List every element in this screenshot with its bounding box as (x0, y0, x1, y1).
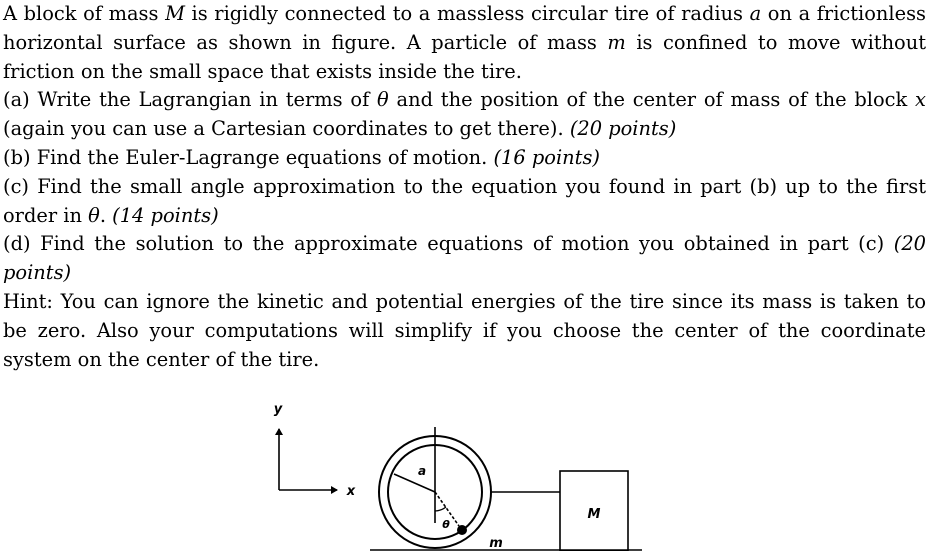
intro-text-1: A block of mass (3, 2, 166, 25)
part-b-text-1: (b) Find the Euler-Lagrange equations of motion. (3, 145, 494, 169)
physics-figure (250, 395, 670, 551)
radius-label: a (417, 464, 427, 478)
figure-diagram (250, 395, 670, 551)
part-a-text-3: (again you can use a Cartesian coordinates to get there). (3, 117, 570, 141)
axis-y-label: y (273, 402, 283, 417)
part-b (3, 144, 926, 173)
part-c (3, 173, 926, 231)
part-c-theta: θ (88, 203, 100, 227)
angle-label: θ (442, 518, 450, 531)
part-c-text-1: (c) Find the small angle approximation to the equation you found in part (b) up to the first order in (3, 174, 926, 227)
part-c-points: (14 points) (112, 203, 219, 227)
intro-mass-particle: m (607, 30, 626, 54)
axis-x-label: x (346, 484, 356, 499)
radius-line (394, 474, 435, 492)
part-a-theta: θ (377, 88, 389, 112)
part-a (3, 86, 926, 144)
part-d-text-1: (d) Find the solution to the approximate equations of motion you obtained in part (c) (3, 232, 894, 256)
particle (457, 525, 467, 535)
part-a-text-2: and the position of the center of mass of the block (388, 88, 916, 112)
problem-intro (3, 0, 926, 86)
part-a-points: (20 points) (569, 117, 677, 141)
intro-radius: a (749, 2, 762, 25)
part-a-x: x (915, 88, 926, 112)
intro-mass-block: M (165, 2, 185, 25)
part-d (3, 230, 926, 288)
intro-text-4: is confined to move without friction on the small space that exists inside the tire. (3, 30, 927, 83)
hint: Hint: You can ignore the kinetic and potential energies of the tire since its mass is taken to be zero. Also your computations will simplify if you choose the center of the coordinate system on the center of the tire. (3, 289, 926, 371)
intro-text-2: is rigidly connected to a massless circular tire of radius (184, 2, 750, 25)
block-label: M (587, 507, 601, 522)
angle-arc (435, 507, 446, 511)
part-d-points: (20 points) (3, 232, 926, 285)
intro-text-3: on a frictionless horizontal surface as shown in figure. A particle of mass (3, 2, 926, 54)
particle-label: m (489, 536, 503, 551)
part-c-text-2: . (99, 203, 113, 227)
problem-statement (3, 0, 926, 374)
part-b-points: (16 points) (493, 145, 600, 169)
part-a-text-1: (a) Write the Lagrangian in terms of (3, 88, 378, 112)
